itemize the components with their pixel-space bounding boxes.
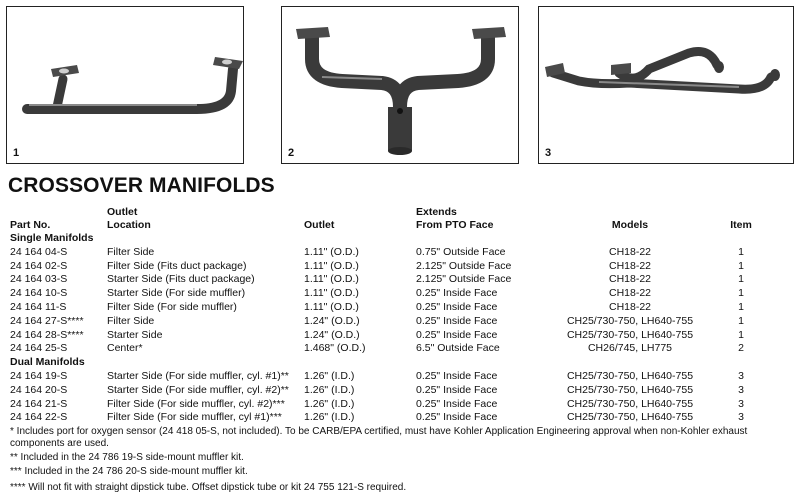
header-models: Models — [611, 219, 649, 231]
footnote-2: ** Included in the 24 786 19-S side-mount muffler kit. — [10, 452, 244, 463]
cell-models: CH18-22 — [608, 259, 652, 272]
cell-location: Filter Side (For side muffler, cyl. #2)*** — [107, 397, 285, 410]
footnote-4: **** Will not fit with straight dipstick tube. Offset dipstick tube or kit 24 755 121-S required. — [10, 482, 407, 493]
table-row — [0, 315, 800, 328]
table-row — [0, 384, 800, 397]
cell-extends: 0.25" Inside Face — [416, 383, 498, 396]
cell-models: CH18-22 — [608, 245, 652, 258]
cell-outlet: 1.26" (I.D.) — [304, 397, 355, 410]
cell-location: Starter Side (For side muffler) — [107, 287, 246, 300]
cell-location: Filter Side — [107, 245, 155, 258]
cell-extends: 6.5" Outside Face — [416, 342, 500, 355]
header-extends: From PTO Face — [416, 219, 494, 231]
table-row — [0, 287, 800, 300]
header-outlet-location: Location — [107, 219, 151, 231]
cell-part-no: 24 164 28-S**** — [10, 328, 84, 341]
manifold-image-2 — [282, 7, 518, 163]
manifold-image-1 — [7, 7, 243, 163]
cell-item: 1 — [738, 259, 744, 272]
page-title: CROSSOVER MANIFOLDS — [8, 174, 275, 197]
image-number-2: 2 — [288, 147, 295, 159]
header-item: Item — [730, 219, 752, 231]
image-number-3: 3 — [545, 147, 552, 159]
cell-outlet: 1.11" (O.D.) — [304, 301, 359, 313]
cell-part-no: 24 164 22-S — [10, 411, 68, 424]
cell-extends: 0.25" Inside Face — [416, 328, 498, 341]
cell-item: 2 — [738, 342, 744, 355]
image-panel-3 — [538, 6, 794, 164]
cell-models: CH25/730-750, LH640-755 — [566, 328, 694, 341]
cell-item: 1 — [738, 328, 744, 341]
cell-item: 1 — [738, 273, 744, 286]
cell-extends: 0.75" Outside Face — [416, 245, 506, 258]
header-extends-top: Extends — [416, 206, 457, 218]
cell-extends: 0.25" Inside Face — [416, 370, 498, 382]
cell-item: 3 — [738, 397, 744, 410]
image-panel-2 — [281, 6, 519, 164]
header-outlet: Outlet — [304, 219, 335, 231]
footnote-3: *** Included in the 24 786 20-S side-mount muffler kit. — [10, 466, 248, 477]
cell-part-no: 24 164 20-S — [10, 383, 68, 396]
cell-models: CH25/730-750, LH640-755 — [566, 370, 694, 382]
cell-outlet: 1.11" (O.D.) — [304, 273, 359, 286]
table-row — [0, 273, 800, 286]
cell-location: Starter Side — [107, 328, 163, 341]
cell-outlet: 1.468" (O.D.) — [304, 342, 366, 355]
image-number-1: 1 — [13, 147, 20, 159]
image-panel-1 — [6, 6, 244, 164]
cell-models: CH25/730-750, LH640-755 — [566, 314, 694, 327]
cell-part-no: 24 164 10-S — [10, 287, 68, 300]
cell-location: Center* — [107, 342, 143, 355]
cell-outlet: 1.26" (I.D.) — [304, 411, 355, 424]
footnote-1: * Includes port for oxygen sensor (24 418 05-S, not included). To be CARB/EPA certified, must have Kohler Application Engineering approval when non-Kohler exhaust components are used. — [10, 426, 748, 449]
cell-part-no: 24 164 03-S — [10, 273, 68, 286]
cell-item: 1 — [738, 287, 744, 300]
cell-location: Filter Side (For side muffler) — [107, 301, 237, 313]
cell-item: 1 — [738, 301, 744, 313]
cell-outlet: 1.11" (O.D.) — [304, 287, 359, 300]
cell-item: 3 — [738, 383, 744, 396]
header-outlet-location-top: Outlet — [107, 206, 138, 218]
cell-extends: 0.25" Inside Face — [416, 287, 498, 300]
cell-extends: 0.25" Inside Face — [416, 301, 498, 313]
cell-part-no: 24 164 21-S — [10, 397, 68, 410]
table-row — [0, 411, 800, 424]
cell-models: CH25/730-750, LH640-755 — [566, 411, 694, 424]
table-row — [0, 342, 800, 355]
cell-models: CH18-22 — [608, 273, 652, 286]
cell-outlet: 1.11" (O.D.) — [304, 259, 359, 272]
manifold-image-3 — [539, 7, 793, 163]
cell-models: CH25/730-750, LH640-755 — [566, 397, 694, 410]
cell-outlet: 1.11" (O.D.) — [304, 245, 359, 258]
cell-part-no: 24 164 11-S — [10, 301, 67, 313]
cell-extends: 2.125" Outside Face — [416, 273, 512, 286]
cell-models: CH18-22 — [608, 287, 652, 300]
header-part-no: Part No. — [10, 219, 51, 231]
cell-part-no: 24 164 19-S — [10, 370, 68, 382]
cell-location: Filter Side (For side muffler, cyl #1)*** — [107, 411, 282, 424]
cell-models: CH26/745, LH775 — [587, 342, 673, 355]
cell-extends: 0.25" Inside Face — [416, 397, 498, 410]
table-row — [0, 246, 800, 259]
cell-models: CH18-22 — [608, 301, 652, 313]
cell-location: Filter Side (Fits duct package) — [107, 259, 247, 272]
cell-location: Filter Side — [107, 314, 155, 327]
table-row — [0, 398, 800, 411]
cell-part-no: 24 164 27-S**** — [10, 314, 84, 327]
cell-outlet: 1.26" (I.D.) — [304, 370, 355, 382]
cell-part-no: 24 164 25-S — [10, 342, 68, 355]
cell-outlet: 1.24" (O.D.) — [304, 328, 360, 341]
cell-location: Starter Side (Fits duct package) — [107, 273, 255, 286]
table-row — [0, 370, 800, 383]
cell-location: Starter Side (For side muffler, cyl. #1)** — [107, 370, 289, 382]
cell-part-no: 24 164 04-S — [10, 245, 68, 258]
cell-part-no: 24 164 02-S — [10, 259, 68, 272]
cell-outlet: 1.26" (I.D.) — [304, 383, 355, 396]
cell-extends: 0.25" Inside Face — [416, 411, 498, 424]
cell-item: 1 — [738, 245, 744, 258]
table-row — [0, 329, 800, 342]
cell-models: CH25/730-750, LH640-755 — [566, 383, 694, 396]
cell-extends: 2.125" Outside Face — [416, 259, 512, 272]
cell-item: 3 — [738, 411, 744, 424]
cell-location: Starter Side (For side muffler, cyl. #2)** — [107, 383, 289, 396]
cell-item: 3 — [738, 370, 744, 382]
cell-extends: 0.25" Inside Face — [416, 314, 498, 327]
cell-item: 1 — [738, 314, 744, 327]
cell-outlet: 1.24" (O.D.) — [304, 314, 360, 327]
section-label: Single Manifolds — [10, 232, 94, 244]
table-row — [0, 301, 800, 314]
section-label: Dual Manifolds — [10, 356, 85, 369]
table-row — [0, 260, 800, 273]
